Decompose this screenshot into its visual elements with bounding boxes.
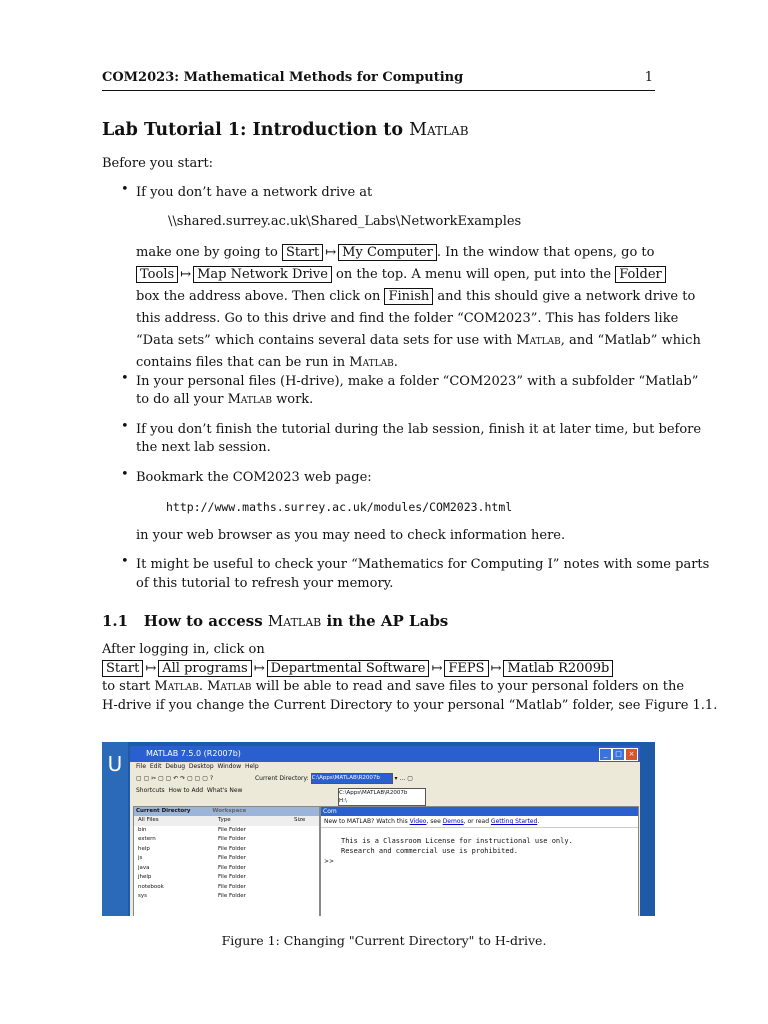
col-size[interactable]: Size — [294, 817, 306, 823]
minimize-icon[interactable]: _ — [599, 748, 612, 761]
file-type: File Folder — [218, 836, 246, 842]
bullet-5-line-1: It might be useful to check your “Mathematics for Computing I” notes with some parts — [136, 557, 710, 572]
bullet-5-line-2: of this tutorial to refresh your memory. — [136, 576, 394, 591]
arrow: ↦ — [145, 661, 157, 676]
network-path: \\shared.surrey.ac.uk\Shared_Labs\NetworkExamples — [168, 214, 522, 229]
tab-current-directory[interactable]: Current Directory — [136, 808, 191, 814]
file-type: File Folder — [218, 855, 246, 861]
matlab-word: Matlab — [207, 679, 252, 694]
figure-caption: Figure 1: Changing "Current Directory" to H-drive. — [221, 933, 547, 948]
toolbar-icons: ▢ ▢ ✂ ▢ ▢ ↶ ↷ ▢ ▢ ▢ ? — [136, 775, 214, 782]
running-header — [102, 70, 655, 91]
matlab-word: Matlab — [154, 679, 199, 694]
my-computer-box: My Computer — [338, 244, 437, 261]
text: will be able to read and save files to your personal folders on the — [251, 679, 685, 694]
file-name: extern — [138, 836, 156, 842]
demos-link[interactable]: Demos — [442, 818, 464, 825]
title-text: Lab Tutorial 1: Introduction to — [102, 120, 410, 140]
bullet-2-line-2 — [136, 389, 313, 411]
file-type: File Folder — [218, 893, 246, 899]
text: make one by going to — [136, 245, 278, 260]
step-start: Start — [102, 660, 143, 677]
logo-letter: U — [102, 742, 128, 916]
bullet-1-line-8: contains files that can be run in Matlab. — [136, 355, 398, 370]
file-list — [134, 826, 319, 902]
file-name: bin — [138, 826, 147, 833]
text: . — [198, 679, 208, 694]
column-header — [134, 816, 319, 826]
bullet-1-line-4 — [136, 264, 666, 286]
bullet-dot: • — [121, 419, 129, 434]
text: New to MATLAB? Watch this — [324, 818, 410, 825]
text: to do all your — [136, 392, 228, 407]
page-title — [102, 120, 469, 140]
file-name: java — [138, 864, 150, 871]
menu-help[interactable]: Help — [244, 763, 259, 770]
step-departmental-software: Departmental Software — [267, 660, 430, 677]
video-link[interactable]: Video — [409, 818, 427, 825]
bullet-1-line-1: If you don’t have a network drive at — [136, 185, 373, 200]
bullet-dot: • — [121, 371, 129, 386]
file-name: sys — [138, 893, 147, 899]
text: box the address above. Then click on — [136, 289, 381, 304]
arrow: ↦ — [253, 661, 265, 676]
bullet-1-line-7 — [136, 330, 701, 352]
menu-file[interactable]: File — [136, 763, 147, 770]
col-type[interactable]: Type — [218, 817, 231, 823]
menu-bar — [130, 762, 640, 772]
file-row[interactable] — [134, 826, 319, 836]
file-row[interactable] — [134, 835, 319, 845]
bullet-dot: • — [121, 467, 129, 482]
tools-box: Tools — [136, 266, 178, 283]
command-window — [320, 806, 639, 916]
text: and this should give a network drive to — [437, 289, 696, 304]
menu-debug[interactable]: Debug — [165, 763, 186, 770]
matlab-word: Matlab — [516, 333, 561, 348]
start-box: Start — [282, 244, 323, 261]
arrow: ↦ — [325, 245, 337, 260]
finish-box: Finish — [384, 288, 433, 305]
bullet-4-line-1: Bookmark the COM2023 web page: — [136, 470, 372, 485]
text: “Data sets” which contains several data sets for use with — [136, 333, 517, 348]
matlab-word: Matlab — [349, 355, 394, 370]
bullet-1-line-3 — [136, 242, 654, 264]
tab-workspace[interactable]: Workspace — [212, 808, 247, 814]
matlab-word: Matlab — [267, 612, 322, 630]
arrow: ↦ — [180, 267, 192, 282]
menu-desktop[interactable]: Desktop — [188, 763, 214, 770]
bullet-1-line-6: this address. Go to this drive and find the folder “COM2023”. This has folders like — [136, 311, 679, 326]
access-line-4: H-drive if you change the Current Directory to your personal “Matlab” folder, see Figure 1.1. — [102, 698, 718, 713]
bullet-4-line-2: in your web browser as you may need to check information here. — [136, 528, 566, 543]
license-line-1: This is a Classroom License for instructional use only. — [341, 837, 573, 845]
arrow: ↦ — [490, 661, 502, 676]
toolbar — [130, 772, 640, 786]
window-title: MATLAB 7.5.0 (R2007b) — [130, 746, 640, 762]
text: . In the window that opens, go to — [436, 245, 655, 260]
bullet-3-line-1: If you don’t finish the tutorial during the lab session, finish it at later time, but before — [136, 422, 702, 437]
file-name: js — [138, 855, 143, 861]
dropdown-option[interactable]: H:\ — [339, 798, 347, 804]
getting-started-link[interactable]: Getting Started — [490, 818, 538, 825]
file-type: File Folder — [218, 864, 246, 871]
bullet-dot: • — [121, 182, 129, 197]
text: work. — [271, 392, 314, 407]
current-directory-panel — [133, 806, 320, 916]
text: on the top. A menu will open, put into the — [336, 267, 612, 282]
license-line-2: Research and commercial use is prohibited. — [341, 847, 519, 855]
dropdown-option[interactable]: C:\Apps\MATLAB\R2007b — [339, 790, 408, 796]
access-line-1: After logging in, click on — [102, 642, 265, 657]
text: . — [537, 818, 540, 825]
step-matlab: Matlab R2009b — [503, 660, 613, 677]
file-type: File Folder — [218, 874, 246, 880]
arrow: ↦ — [431, 661, 443, 676]
file-name: notebook — [138, 883, 164, 890]
bullet-2-line-1: In your personal files (H-drive), make a folder “COM2023” with a subfolder “Matlab” — [136, 374, 699, 389]
file-row[interactable] — [134, 892, 319, 902]
command-prompt[interactable]: >> — [324, 858, 335, 865]
map-drive-box: Map Network Drive — [193, 266, 332, 283]
step-feps: FEPS — [444, 660, 488, 677]
text: , see — [426, 818, 443, 825]
file-type: File Folder — [218, 883, 246, 890]
info-bar — [321, 816, 638, 828]
file-row[interactable] — [134, 854, 319, 864]
how-to-add[interactable]: How to Add — [168, 787, 204, 794]
course-url[interactable]: http://www.maths.surrey.ac.uk/modules/COM2023.html — [166, 500, 513, 514]
folder-box: Folder — [615, 266, 666, 283]
text: to start — [102, 679, 155, 694]
current-dir-input[interactable]: C:\Apps\MATLAB\R2007b — [311, 773, 393, 784]
bullet-3-line-2: the next lab session. — [136, 440, 271, 455]
dir-dropdown-icon[interactable]: ▾ … ▢ — [394, 775, 413, 782]
file-row[interactable] — [134, 883, 319, 893]
matlab-window — [130, 746, 640, 916]
intro-text: Before you start: — [102, 156, 214, 171]
shortcuts-label[interactable]: Shortcuts — [136, 787, 165, 794]
menu-window[interactable]: Window — [217, 763, 242, 770]
file-type: File Folder — [218, 826, 246, 833]
file-name: help — [138, 845, 150, 852]
course-title: COM2023: Mathematical Methods for Computing — [102, 70, 464, 85]
whats-new[interactable]: What's New — [206, 787, 243, 794]
text: , and “Matlab” which — [560, 333, 701, 348]
command-window-title: Com — [321, 807, 638, 816]
file-type: File Folder — [218, 845, 246, 852]
current-dir-label: Current Directory: — [254, 775, 309, 782]
close-icon[interactable]: × — [625, 748, 638, 761]
file-name: jhelp — [138, 874, 152, 880]
text: contains files that can be run in — [136, 355, 350, 370]
bullet-dot: • — [121, 554, 129, 569]
page-number: 1 — [644, 70, 653, 85]
step-all-programs: All programs — [158, 660, 251, 677]
text: in the AP Labs — [321, 612, 449, 630]
file-row[interactable] — [134, 845, 319, 855]
file-row[interactable] — [134, 873, 319, 883]
text: How to access — [143, 612, 268, 630]
matlab-screenshot — [102, 742, 655, 916]
maximize-icon[interactable]: □ — [612, 748, 625, 761]
text: , or read — [463, 818, 491, 825]
bullet-1-line-5 — [136, 286, 695, 308]
menu-edit[interactable]: Edit — [149, 763, 162, 770]
panel-tabs — [134, 807, 319, 816]
file-row[interactable] — [134, 864, 319, 874]
section-number: 1.1 — [102, 612, 129, 630]
matlab-word: Matlab — [227, 392, 272, 407]
section-heading — [102, 612, 448, 630]
title-matlab: Matlab — [409, 120, 469, 140]
col-all-files[interactable]: All Files — [138, 817, 159, 823]
